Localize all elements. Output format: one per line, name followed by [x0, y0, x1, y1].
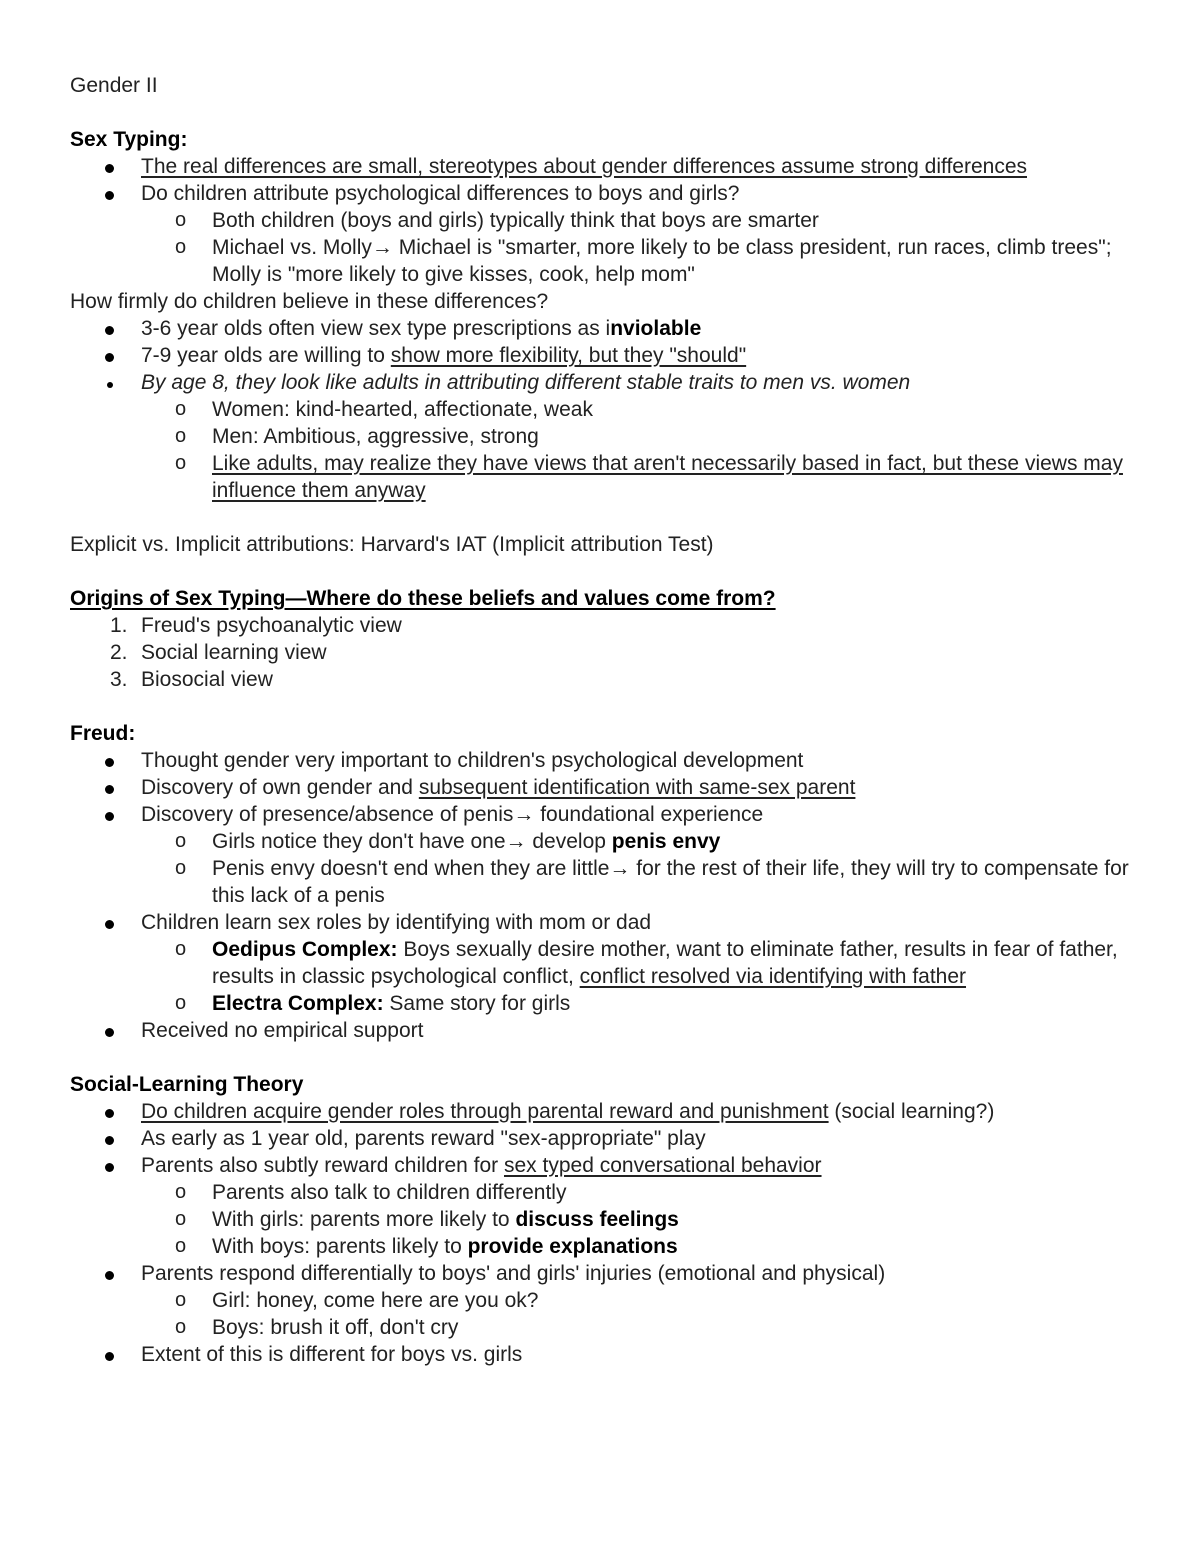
- bullet-icon: [105, 164, 114, 173]
- list-item: The real differences are small, stereotypes about gender differences assume strong differences: [70, 153, 1150, 180]
- sex-typing-heading: Sex Typing:: [70, 128, 188, 151]
- list-item: o Parents also talk to children differently: [175, 1181, 567, 1204]
- arrow-icon: →: [609, 857, 631, 880]
- list-item: Discovery of presence/absence of penis→ foundational experience: [70, 801, 1150, 828]
- sub-bullet-icon: o: [175, 209, 187, 231]
- sub-bullet-icon: o: [175, 1235, 187, 1257]
- list-item: o With boys: parents likely to provide explanations: [175, 1235, 678, 1258]
- list-item: 2. Social learning view: [110, 641, 327, 664]
- list-item: o Electra Complex: Same story for girls: [175, 992, 571, 1015]
- list-item: 3-6 year olds often view sex type prescriptions as inviolable: [70, 315, 1150, 342]
- list-item: Children learn sex roles by identifying with mom or dad: [70, 909, 1150, 936]
- sex-typing-list: [70, 153, 1150, 288]
- social-learning-list: [70, 1098, 1150, 1368]
- document-title: Gender II: [70, 74, 158, 97]
- sub-bullet-icon: o: [175, 425, 187, 447]
- bullet-icon: [105, 1136, 114, 1145]
- sub-bullet-icon: o: [175, 857, 187, 879]
- list-item: Thought gender very important to children's psychological development: [70, 747, 1150, 774]
- list-item: As early as 1 year old, parents reward "sex-appropriate" play: [70, 1125, 1150, 1152]
- firmly-question: How firmly do children believe in these differences?: [70, 290, 549, 313]
- bullet-icon: [105, 1028, 114, 1037]
- sub-bullet-icon: o: [175, 236, 187, 258]
- list-item: 7-9 year olds are willing to show more flexibility, but they "should": [70, 342, 1150, 369]
- list-item: o Both children (boys and girls) typically think that boys are smarter: [175, 209, 819, 232]
- sub-bullet-icon: o: [175, 398, 187, 420]
- list-item: o Like adults, may realize they have views that aren't necessarily based in fact, but these views may influence them anyway: [175, 452, 1123, 502]
- list-item: Discovery of own gender and subsequent identification with same-sex parent: [70, 774, 1150, 801]
- list-item: Do children acquire gender roles through parental reward and punishment (social learning?): [70, 1098, 1150, 1125]
- document-page: [70, 72, 1150, 1368]
- bullet-icon: [105, 1163, 114, 1172]
- sub-bullet-icon: o: [175, 1289, 187, 1311]
- list-item: o Women: kind-hearted, affectionate, weak: [175, 398, 593, 421]
- list-item: o Boys: brush it off, don't cry: [175, 1316, 459, 1339]
- sub-bullet-icon: o: [175, 1181, 187, 1203]
- origins-list: [70, 612, 1150, 693]
- bullet-icon: [105, 191, 114, 200]
- sub-bullet-icon: o: [175, 1208, 187, 1230]
- bullet-icon: [105, 758, 114, 767]
- list-item: o Girl: honey, come here are you ok?: [175, 1289, 539, 1312]
- explicit-implicit-line: Explicit vs. Implicit attributions: Harvard's IAT (Implicit attribution Test): [70, 533, 714, 556]
- list-item: o Oedipus Complex: Boys sexually desire mother, want to eliminate father, results in fear of father, results in classic psychological conflict, conflict resolved via identifying with father: [175, 938, 1118, 988]
- bullet-icon: [105, 812, 114, 821]
- list-item: Parents also subtly reward children for sex typed conversational behavior: [70, 1152, 1150, 1179]
- arrow-icon: →: [505, 830, 527, 853]
- list-item: Parents respond differentially to boys' and girls' injuries (emotional and physical): [70, 1260, 1150, 1287]
- list-item: o With girls: parents more likely to discuss feelings: [175, 1208, 679, 1231]
- freud-heading: Freud:: [70, 722, 136, 745]
- social-learning-heading: Social-Learning Theory: [70, 1073, 304, 1096]
- list-item: o Men: Ambitious, aggressive, strong: [175, 425, 539, 448]
- bullet-icon: [105, 353, 114, 362]
- bullet-icon: [105, 326, 114, 335]
- sub-bullet-icon: o: [175, 992, 187, 1014]
- list-item: Extent of this is different for boys vs. girls: [70, 1341, 1150, 1368]
- arrow-icon: →: [513, 803, 535, 826]
- bullet-icon: [107, 382, 113, 388]
- sub-bullet-icon: o: [175, 938, 187, 960]
- bullet-icon: [105, 1271, 114, 1280]
- freud-list: [70, 747, 1150, 1044]
- origins-heading: Origins of Sex Typing—Where do these beliefs and values come from?: [70, 587, 776, 610]
- list-item: 1. Freud's psychoanalytic view: [110, 614, 402, 637]
- list-item: o Girls notice they don't have one→ develop penis envy: [175, 830, 721, 853]
- bullet-icon: [105, 785, 114, 794]
- list-item: By age 8, they look like adults in attributing different stable traits to men vs. women: [70, 369, 1150, 396]
- arrow-icon: →: [371, 236, 393, 259]
- list-item: o Michael vs. Molly→ Michael is "smarter, more likely to be class president, run races, climb trees"; Molly is "more likely to give kisses, cook, help mom": [175, 236, 1112, 286]
- bullet-icon: [105, 920, 114, 929]
- list-item: Do children attribute psychological differences to boys and girls?: [70, 180, 1150, 207]
- sub-bullet-icon: o: [175, 830, 187, 852]
- firmly-list: [70, 315, 1150, 504]
- list-item: o Penis envy doesn't end when they are little→ for the rest of their life, they will try to compensate for this lack of a penis: [175, 857, 1129, 907]
- bullet-icon: [105, 1109, 114, 1118]
- sub-bullet-icon: o: [175, 452, 187, 474]
- sub-bullet-icon: o: [175, 1316, 187, 1338]
- list-item: Received no empirical support: [70, 1017, 1150, 1044]
- list-item: 3. Biosocial view: [110, 668, 273, 691]
- bullet-icon: [105, 1352, 114, 1361]
